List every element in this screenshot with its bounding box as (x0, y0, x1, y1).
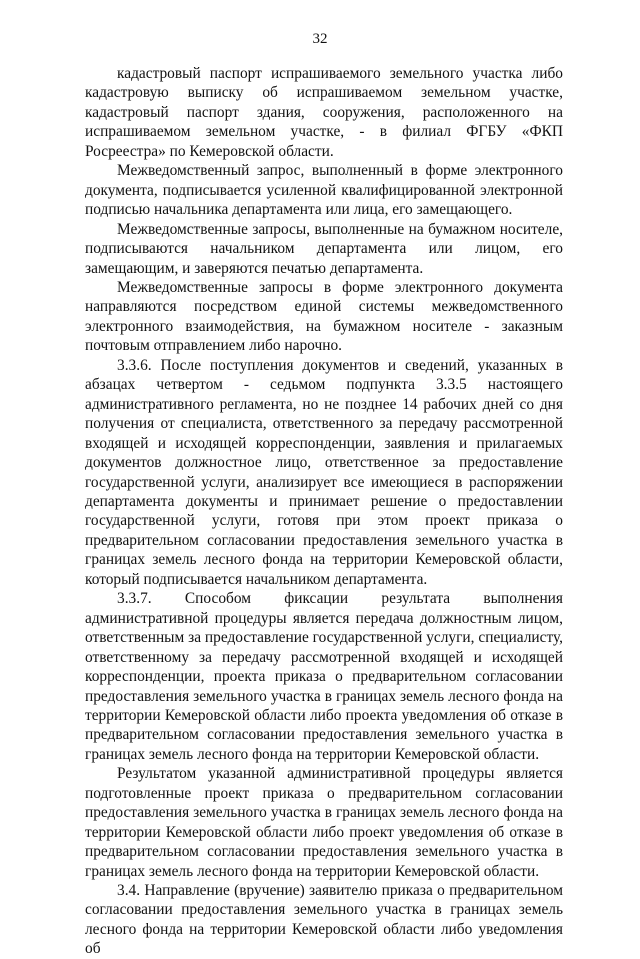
paragraph-electronic-request: Межведомственный запрос, выполненный в форме электронного документа, подписывается усиленной квалифицированной электронной подписью начальника департамента или лица, его замещающего. (85, 162, 563, 219)
paragraph-3-3-7: 3.3.7. Способом фиксации результата выполнения административной процедуры является передача должностным лицом, ответственным за предоставление государственной услуги, специалисту, ответственному за передачу рассмотренной входящей и исходящей корреспонденции, проекта приказа о предварительном согласовании предоставления земельного участка в границах земель лесного фонда на территории Кемеровской области либо проекта уведомления об отказе в предварительном согласовании предоставления земельного участка в границах земель лесного фонда на территории Кемеровской области. (85, 590, 563, 763)
paragraph-3-3-6: 3.3.6. После поступления документов и сведений, указанных в абзацах четвертом - седьмом подпункта 3.3.5 настоящего административного регламента, но не позднее 14 рабочих дней со дня получения от специалиста, ответственного за передачу рассмотренной входящей и исходящей корреспонденции, заявления и прилагаемых документов должностное лицо, ответственное за предоставление государственной услуги, анализирует все имеющиеся в распоряжении департамента документы и принимает решение о предоставлении государственной услуги, готовя при этом проект приказа о предварительном согласовании предоставления земельного участка в границах земель лесного фонда на территории Кемеровской области, который подписывается начальником департамента. (85, 356, 563, 588)
page-number: 32 (312, 31, 328, 47)
paragraph-procedure-result: Результатом указанной административной процедуры является подготовленные проект приказа о предварительном согласовании предоставления земельного участка в границах земель лесного фонда на территории Кемеровской области либо проект уведомления об отказе в предварительном согласовании предоставления земельного участка в границах земель лесного фонда на территории Кемеровской области. (85, 765, 563, 880)
paragraph-request-delivery: Межведомственные запросы в форме электронного документа направляются посредством единой системы межведомственного электронного взаимодействия, на бумажном носителе - заказным почтовым отправлением либо нарочно. (85, 278, 563, 355)
paragraph-paper-request: Межведомственные запросы, выполненные на бумажном носителе, подписываются начальником департамента или лицом, его замещающим, и заверяются печатью департамента. (85, 220, 563, 277)
paragraph-3-4: 3.4. Направление (вручение) заявителю приказа о предварительном согласовании предоставления земельного участка в границах земель лесного фонда на территории Кемеровской области либо уведомления об (85, 882, 563, 958)
paragraph-cadastral-request: кадастровый паспорт испрашиваемого земельного участка либо кадастровую выписку об испрашиваемом земельном участке, кадастровый паспорт здания, сооружения, расположенного на испрашиваемом земельном участке, - в филиал ФГБУ «ФКП Росреестра» по Кемеровской области. (85, 65, 563, 160)
document-body (85, 64, 563, 959)
